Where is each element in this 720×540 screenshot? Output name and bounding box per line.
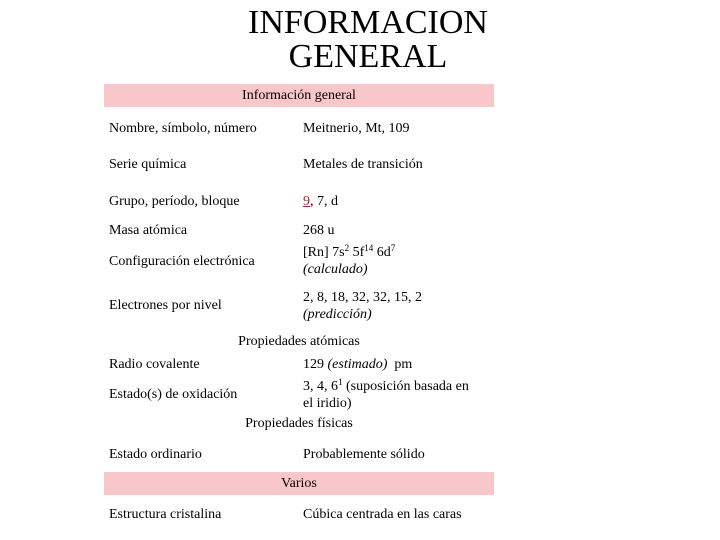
row-value-structure: Cúbica centrada en las caras (303, 507, 462, 522)
row-value-radius: 129 (estimado) pm (303, 357, 413, 372)
page-title-line-1: INFORMACION (248, 4, 488, 41)
row-label-oxidation: Estado(s) de oxidación (109, 387, 238, 402)
section-header-misc: Varios (104, 472, 494, 495)
page-title-line-2: GENERAL (288, 38, 448, 75)
row-value-config (303, 244, 503, 278)
period-block-text: , 7, d (310, 194, 338, 209)
radius-unit: pm (394, 357, 413, 372)
row-label-config: Configuración electrónica (109, 254, 255, 269)
row-value-series: Metales de transición (303, 157, 423, 172)
row-label-shells: Electrones por nivel (109, 298, 222, 313)
row-label-structure: Estructura cristalina (109, 507, 222, 522)
row-value-mass: 268 u (303, 223, 335, 238)
row-label-radius: Radio covalente (109, 357, 200, 372)
shells-value: 2, 8, 18, 32, 32, 15, 2 (303, 290, 422, 305)
shells-note: (predicción) (303, 307, 372, 322)
config-note: (calculado) (303, 262, 368, 277)
row-value-oxidation: 3, 4, $6^1$ (suposición basada en el iridio) (303, 377, 469, 411)
row-value-shells (303, 289, 503, 323)
row-value-group (303, 193, 503, 210)
row-label-name: Nombre, símbolo, número (109, 121, 257, 136)
row-value-state: Probablemente sólido (303, 447, 425, 462)
section-header-general: Información general (104, 84, 494, 107)
config-formula: [Rn] $7s^2$ $5f^{14}$ $6d^7$ (303, 243, 396, 260)
section-header-physical: Propiedades físicas (245, 416, 353, 431)
page-title (200, 6, 536, 74)
group-link[interactable]: 9 (303, 194, 310, 209)
section-header-atomic: Propiedades atómicas (238, 334, 360, 349)
row-label-state: Estado ordinario (109, 447, 202, 462)
row-label-group: Grupo, período, bloque (109, 194, 240, 209)
row-label-series: Serie química (109, 157, 187, 172)
row-value-name: Meitnerio, Mt, 109 (303, 121, 410, 136)
radius-note: (estimado) (327, 357, 388, 372)
row-label-mass: Masa atómica (109, 223, 188, 238)
